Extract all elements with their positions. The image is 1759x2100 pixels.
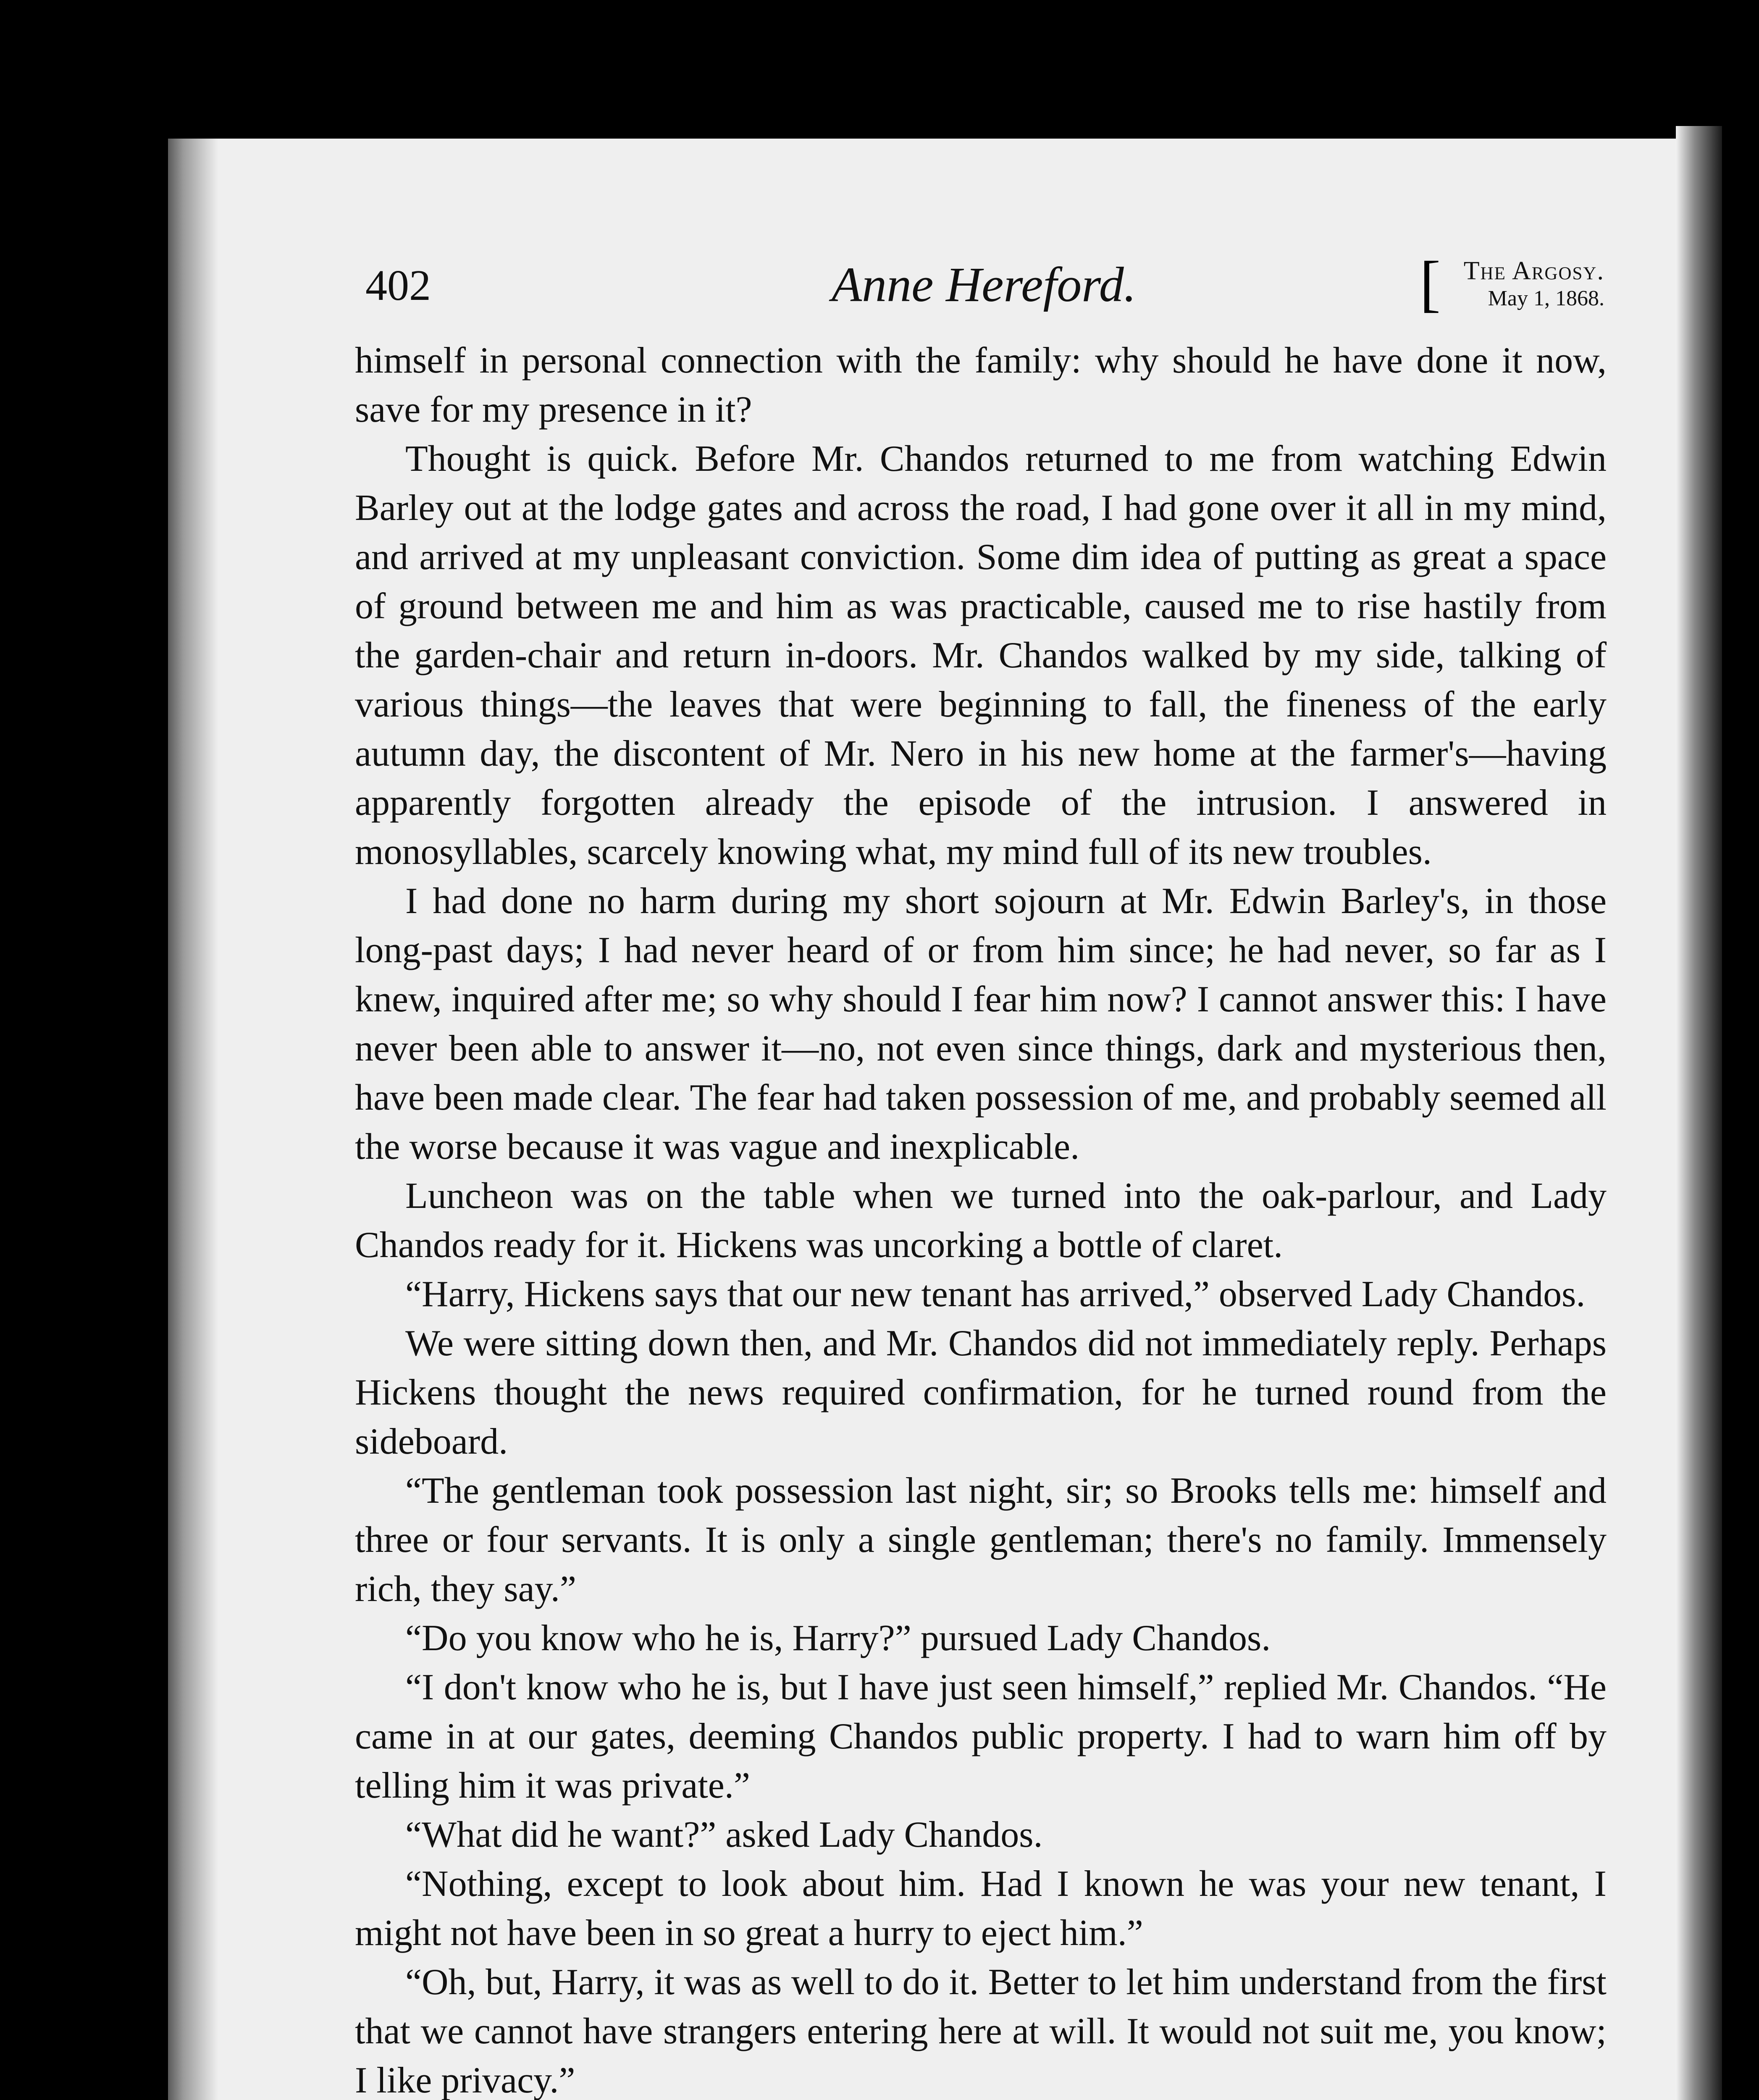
paragraph: Luncheon was on the table when we turned into the oak-parlour, and Lady Chandos ready for it. Hickens was uncorking a bottle of claret. bbox=[355, 1176, 1607, 1265]
paragraph: “Harry, Hickens says that our new tenant has arrived,” observed Lady Chandos. bbox=[405, 1274, 1586, 1315]
running-title: Anne Hereford. bbox=[832, 257, 1137, 312]
source-date: May 1, 1868. bbox=[1488, 286, 1604, 310]
paragraph: We were sitting down then, and Mr. Chandos did not immediately reply. Perhaps Hickens thought the news required confirmation, for he turned round from the sideboard. bbox=[355, 1323, 1607, 1462]
paragraph: Thought is quick. Before Mr. Chandos returned to me from watching Edwin Barley out at the lodge gates and across the road, I had gone over it all in my mind, and arrived at my unpleasant conviction. Some dim idea of putting as great a space of ground between me and him as was practicable, caused me to rise hastily from the garden-chair and return in-doors. Mr. Chandos walked by my side, talking of various things—the leaves that were beginning to fall, the fineness of the early autumn day, the discontent of Mr. Nero in his new home at the farmer's—having apparently forgotten already the episode of the intrusion. I answered in monosyllables, scarcely knowing what, my mind full of its new troubles. bbox=[355, 438, 1607, 872]
facing-page-edge bbox=[1676, 126, 1722, 2100]
paragraph: “Oh, but, Harry, it was as well to do it. Better to let him understand from the first that we cannot have strangers entering here at will. It would not suit me, you know; I like privacy.” bbox=[355, 1962, 1607, 2100]
running-header bbox=[365, 249, 1604, 336]
source-reference bbox=[1464, 256, 1604, 311]
paragraph: I had done no harm during my short sojourn at Mr. Edwin Barley's, in those long-past days; I had never heard of or from him since; he had never, so far as I knew, inquired after me; so why should I fear him now? I cannot answer this: I have never been able to answer it—no, not even since things, dark and mysterious then, have been made clear. The fear had taken possession of me, and probably seemed all the worse because it was vague and inexplicable. bbox=[355, 881, 1607, 1167]
paragraph: himself in personal connection with the family: why should he have done it now, save for my presence in it? bbox=[355, 340, 1607, 430]
page-number: 402 bbox=[365, 261, 431, 310]
paragraph: “What did he want?” asked Lady Chandos. bbox=[405, 1814, 1043, 1855]
book-gutter bbox=[168, 139, 218, 2100]
paragraph: “The gentleman took possession last night, sir; so Brooks tells me: himself and three or four servants. It is only a single gentleman; there's no family. Immensely rich, they say.” bbox=[355, 1470, 1607, 1609]
body-text bbox=[355, 336, 1607, 2100]
paragraph: “Nothing, except to look about him. Had I known he was your new tenant, I might not have been in so great a hurry to eject him.” bbox=[355, 1864, 1607, 1953]
paragraph: “I don't know who he is, but I have just seen himself,” replied Mr. Chandos. “He came in at our gates, deeming Chandos public property. I had to warn him off by telling him it was private.” bbox=[355, 1667, 1607, 1806]
header-bracket: [ bbox=[1420, 249, 1441, 318]
paragraph: “Do you know who he is, Harry?” pursued Lady Chandos. bbox=[405, 1618, 1271, 1659]
source-title: The Argosy. bbox=[1463, 257, 1604, 285]
